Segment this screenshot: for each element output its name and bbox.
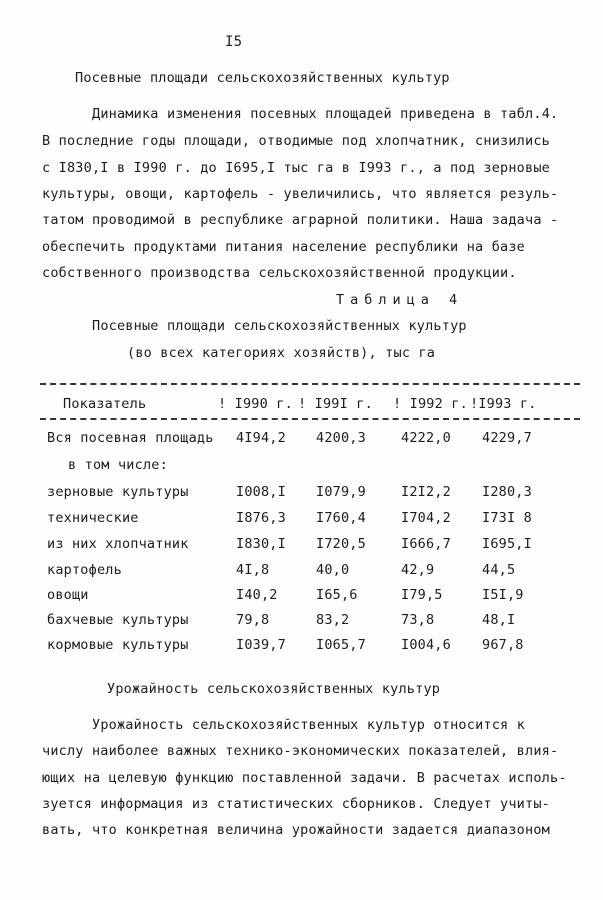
row-label: картофель: [47, 562, 122, 578]
cell-1993: I73I 8: [482, 510, 532, 526]
cell-1993: 44,5: [482, 562, 516, 578]
table-header-rule: [40, 418, 580, 420]
cell-1990: I876,3: [236, 510, 286, 526]
table-header-1990: ! I990 г.: [218, 396, 293, 412]
cell-1992: 73,8: [401, 612, 435, 628]
cell-1990: 79,8: [236, 612, 270, 628]
paragraph1-line: с I830,I в I990 г. до I695,I тыс га в I993 г., а под зерновые: [42, 160, 550, 176]
paragraph2-line: числу наиболее важных технико-экономических показателей, влия-: [42, 743, 559, 759]
row-label: в том числе:: [68, 457, 168, 473]
row-label: технические: [47, 510, 139, 526]
row-label: овощи: [47, 587, 89, 603]
cell-1993: 967,8: [482, 637, 524, 653]
cell-1992: I79,5: [401, 587, 443, 603]
cell-1991: 4200,3: [316, 430, 366, 446]
paragraph2-line: вать, что конкретная величина урожайности задается диапазоном: [42, 822, 550, 838]
cell-1992: 42,9: [401, 562, 435, 578]
paragraph2-line: зуется информация из статистических сборников. Следует учиты-: [42, 796, 550, 812]
paragraph1-line: В последние годы площади, отводимые под хлопчатник, снизились: [42, 133, 550, 149]
cell-1993: I5I,9: [482, 587, 524, 603]
cell-1991: I720,5: [316, 536, 366, 552]
cell-1993: I695,I: [482, 536, 532, 552]
cell-1990: 4I,8: [236, 562, 270, 578]
paragraph1-line: культуры, овощи, картофель - увеличились, что является резуль-: [42, 186, 559, 202]
paragraph2-line: ющих на целевую функцию поставленной задачи. В расчетах исполь-: [42, 770, 567, 786]
row-label: кормовые культуры: [47, 637, 189, 653]
cell-1992: 4222,0: [401, 430, 451, 446]
cell-1991: I065,7: [316, 637, 366, 653]
paragraph2-line: Урожайность сельскохозяйственных культур относится к: [92, 717, 526, 733]
table-header-indicator: Показатель: [63, 396, 147, 412]
table-subtitle: (во всех категориях хозяйств), тыс га: [127, 345, 436, 361]
cell-1992: I704,2: [401, 510, 451, 526]
section-heading: Посевные площади сельскохозяйственных культур: [75, 70, 450, 86]
paragraph1-line: Динамика изменения посевных площадей приведена в табл.4.: [92, 106, 559, 122]
cell-1992: I2I2,2: [401, 484, 451, 500]
cell-1990: I40,2: [236, 587, 278, 603]
cell-1992: I666,7: [401, 536, 451, 552]
table-title: Посевные площади сельскохозяйственных культур: [92, 318, 467, 334]
cell-1991: 40,0: [316, 562, 350, 578]
paragraph1-line: татом проводимой в республике аграрной политики. Наша задача -: [42, 212, 559, 228]
table-header-1993: !I993 г.: [470, 396, 537, 412]
cell-1993: I280,3: [482, 484, 532, 500]
table-top-rule: [40, 383, 580, 385]
cell-1990: I830,I: [236, 536, 286, 552]
cell-1993: 4229,7: [482, 430, 532, 446]
cell-1990: I039,7: [236, 637, 286, 653]
row-label: бахчевые культуры: [47, 612, 189, 628]
paragraph1-line: обеспечить продуктами питания население республики на базе: [42, 239, 526, 255]
row-label: зерновые культуры: [47, 484, 189, 500]
row-label: Вся посевная площадь: [47, 430, 214, 446]
cell-1993: 48,I: [482, 612, 516, 628]
row-label: из них хлопчатник: [47, 536, 189, 552]
cell-1991: 83,2: [316, 612, 350, 628]
table-header-1991: ! I99I г.: [298, 396, 373, 412]
cell-1990: 4I94,2: [236, 430, 286, 446]
cell-1990: I008,I: [236, 484, 286, 500]
section2-heading: Урожайность сельскохозяйственных культур: [107, 681, 441, 697]
cell-1991: I079,9: [316, 484, 366, 500]
cell-1991: I760,4: [316, 510, 366, 526]
page-number: I5: [225, 34, 243, 50]
paragraph1-line: собственного производства сельскохозяйственной продукции.: [42, 265, 517, 281]
table-header-1992: ! I992 г.: [393, 396, 468, 412]
cell-1991: I65,6: [316, 587, 358, 603]
cell-1992: I004,6: [401, 637, 451, 653]
table-label: Таблица 4: [336, 292, 464, 308]
